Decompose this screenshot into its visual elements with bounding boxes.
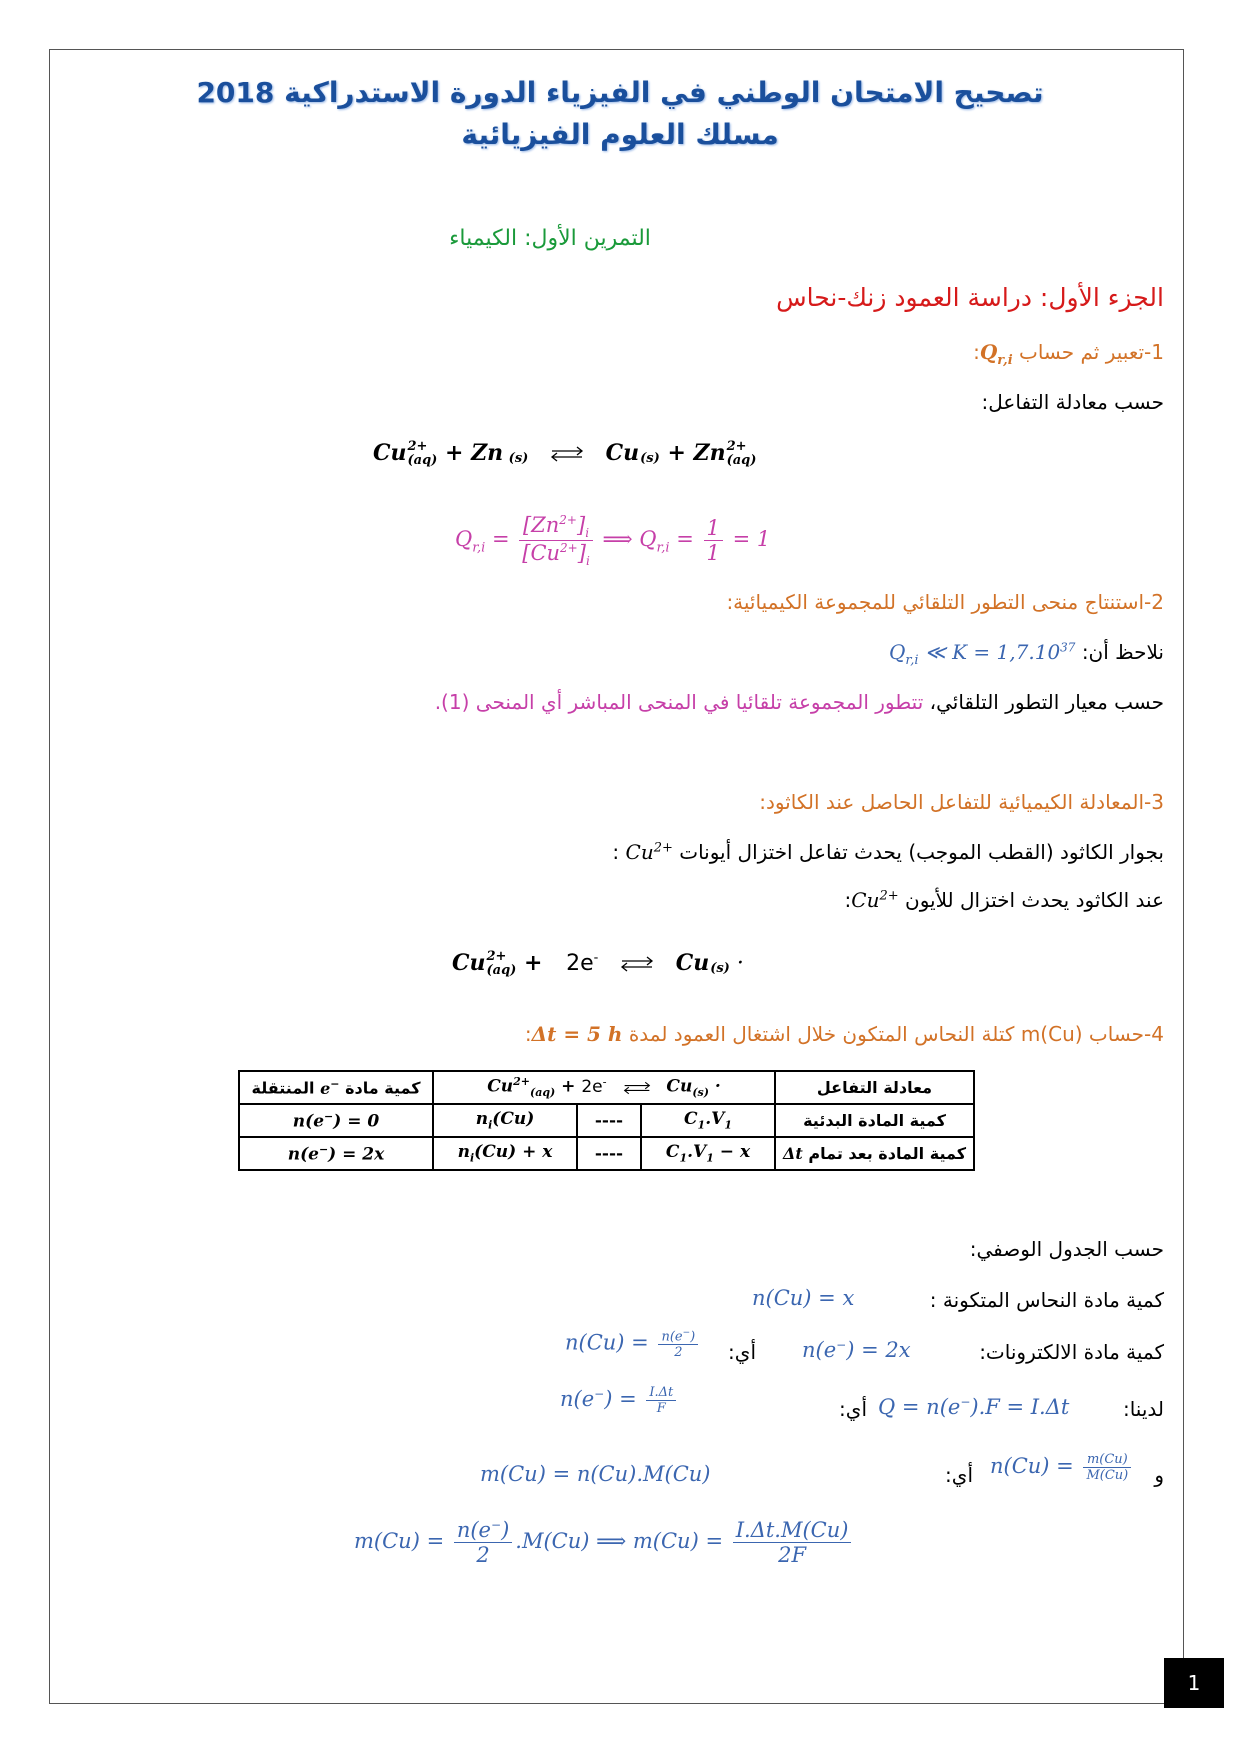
table-cell: n(e−) = 0: [239, 1104, 433, 1137]
table-cell: $n_i(Cu)$: [433, 1104, 577, 1137]
table-row-label: كمية المادة بعد تمام Δt: [775, 1137, 974, 1170]
eq-ncu-x: n(Cu) = x: [752, 1286, 855, 1310]
table-row: [239, 1071, 974, 1104]
equilibrium-arrows-icon: [620, 953, 654, 975]
qri-equation: $Q_{r,i}$ = $\frac{[Zn^{2+}]_i}{[Cu^{2+}]_i}$ ⟹ $Q_{r,i}$ = $\frac{1}{1}$ = 1: [455, 513, 771, 569]
q1-heading-text: 1-تعبير ثم حساب: [1019, 340, 1164, 364]
q3-line1: بجوار الكاثود (القطب الموجب) يحدث تفاعل اختزال أيونات $Cu^{2+}$ :: [612, 840, 1164, 864]
ay-label: أي:: [839, 1397, 867, 1421]
eq-ncu-ne-over-2: n(Cu) = $\frac{n(e^-)}{2}$: [565, 1328, 701, 1360]
q2-note: نلاحظ أن: $Q_{r,i}$ ≪ $K = 1,7.10^{37}$: [882, 640, 1164, 668]
ay-label: أي:: [945, 1463, 973, 1487]
q1-heading: 1-تعبير ثم حساب $Q_{r,i}$:: [973, 340, 1164, 368]
table-cell: n(e−) = 2x: [239, 1137, 433, 1170]
ladayna-label: لدينا:: [1122, 1397, 1164, 1421]
eq-ne-2x: n(e−) = 2x: [802, 1338, 911, 1362]
solution-line1: كمية مادة النحاس المتكونة :: [929, 1288, 1164, 1312]
q2-heading: 2-استنتاج منحى التطور التلقائي للمجموعة الكيميائية:: [726, 590, 1164, 614]
page-subtitle: مسلك العلوم الفيزيائية: [461, 118, 779, 151]
table-cell: ----: [577, 1104, 641, 1137]
table-cell: $n_i(Cu) + x$: [433, 1137, 577, 1170]
ay-label: أي:: [728, 1340, 756, 1364]
table-header-transferred: كمية مادة e− المنتقلة: [239, 1071, 433, 1104]
eq-charge: Q = n(e−).F = I.Δt: [878, 1395, 1070, 1419]
table-cell: ----: [577, 1137, 641, 1170]
table-row: [239, 1137, 974, 1170]
exercise-title: التمرين الأول: الكيمياء: [449, 226, 651, 251]
table-row-label: كمية المادة البدئية: [775, 1104, 974, 1137]
solution-line2: كمية مادة الالكترونات:: [979, 1340, 1164, 1364]
eq-ne-i-dt-f: n(e−) = $\frac{I.\Delta t}{F}$: [560, 1385, 679, 1416]
criterion-text: حسب معيار التطور التلقائي،: [929, 690, 1164, 714]
eq-mcu-product: m(Cu) = n(Cu).M(Cu): [480, 1462, 711, 1486]
q1-intro: حسب معادلة التفاعل:: [981, 390, 1164, 414]
equilibrium-arrows-icon: [623, 1077, 651, 1099]
waw-label: و: [1154, 1463, 1164, 1487]
q4-heading-a: 4-حساب: [1088, 1022, 1164, 1046]
q3-line1-text: بجوار الكاثود (القطب الموجب) يحدث تفاعل اختزال أيونات: [679, 840, 1164, 864]
criterion-conclusion: تتطور المجموعة تلقائيا في المنحى المباشر أي المنحى (1).: [434, 690, 924, 714]
q3-line2-text: عند الكاثود يحدث اختزال للأيون: [905, 888, 1164, 912]
q4-heading: 4-حساب m(Cu) كتلة النحاس المتكون خلال اشتغال العمود لمدة Δt = 5 h:: [524, 1022, 1164, 1046]
eq-final-mass: m(Cu) = $\frac{n(e^-)}{2}$ .M(Cu) ⟹ m(Cu) = $\frac{I.\Delta t.M(Cu)}{2F}$: [354, 1518, 854, 1567]
table-row: [239, 1104, 974, 1137]
cathode-equation: Cu 2+ (aq) + 2e- Cu(s) ·: [452, 949, 744, 978]
equilibrium-arrows-icon: [550, 443, 584, 465]
page-number: 1: [1164, 1658, 1224, 1708]
q4-heading-b: كتلة النحاس المتكون خلال اشتغال العمود لمدة: [628, 1022, 1015, 1046]
part-title: الجزء الأول: دراسة العمود زنك-نحاس: [776, 283, 1164, 312]
solution-intro: حسب الجدول الوصفي:: [969, 1237, 1164, 1261]
eq-ncu-mass: n(Cu) = $\frac{m(Cu)}{M(Cu)}$: [990, 1452, 1134, 1483]
table-header-equation: معادلة التفاعل: [775, 1071, 974, 1104]
header-prefix: كمية مادة: [345, 1078, 421, 1098]
q2-criterion: [435, 690, 1164, 714]
table-cell: $C_1.V_1$: [641, 1104, 775, 1137]
table-cell: $C_1.V_1 - x$: [641, 1137, 775, 1170]
table-header-equation-formula: $Cu^{2+}_{(aq)} + 2e^-$ $Cu_{(s)}$ ·: [433, 1071, 775, 1104]
row2-label-text: كمية المادة بعد تمام: [808, 1144, 966, 1163]
q3-line2: عند الكاثود يحدث اختزال للأيون $Cu^{2+}$:: [844, 888, 1164, 912]
progress-table: [238, 1070, 975, 1171]
reaction-equation: Cu 2+ (aq) + Zn (s) Cu(s) + Zn 2+ (aq): [373, 439, 757, 468]
header-suffix: المنتقلة: [251, 1078, 315, 1098]
page-title: تصحيح الامتحان الوطني في الفيزياء الدورة الاستدراكية 2018: [196, 76, 1044, 109]
note-label: نلاحظ أن:: [1081, 640, 1164, 664]
q3-heading: 3-المعادلة الكيميائية للتفاعل الحاصل عند الكاثود:: [759, 790, 1164, 814]
